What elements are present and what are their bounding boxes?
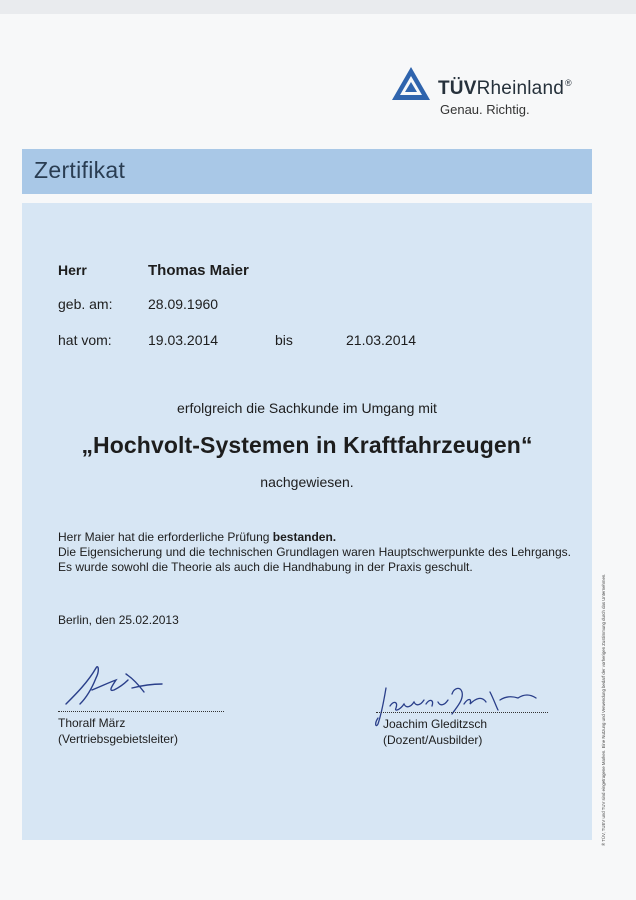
birth-label: geb. am:	[58, 296, 113, 312]
place-date: Berlin, den 25.02.2013	[58, 613, 179, 627]
statement-outro: nachgewiesen.	[260, 474, 354, 490]
signatory-left-name: Thoralf März	[58, 716, 126, 730]
result-description: Die Eigensicherung und die technischen Grundlagen waren Hauptschwerpunkte des Lehrgangs. Es wurde sowohl die Theorie als auch die Handhabung in der Praxis geschult.	[58, 545, 571, 574]
signature-left-icon	[62, 660, 172, 710]
scan-edge	[0, 0, 636, 14]
signatory-left-role: (Vertriebsgebietsleiter)	[58, 732, 179, 746]
tuv-triangle-icon	[391, 66, 431, 102]
logo-wordmark: TÜVRheinland®	[438, 78, 572, 99]
result-text: Herr Maier hat die erforderliche Prüfung	[58, 530, 270, 544]
statement-intro: erfolgreich die Sachkunde im Umgang mit	[177, 400, 437, 416]
salutation: Herr	[58, 262, 87, 278]
signatory-right-role: (Dozent/Ausbilder)	[383, 733, 483, 747]
signature-line-right	[376, 712, 548, 713]
trademark-note: ® TÜV, TUEV und TUV sind eingetragene Marken. Eine Nutzung und Verwendung bedarf der vorherigen Zustimmung durch das Unternehmen.	[601, 573, 606, 846]
until-label: bis	[275, 332, 293, 348]
signature-line-left	[58, 711, 224, 712]
start-date: 19.03.2014	[148, 332, 219, 348]
birth-date: 28.09.1960	[148, 296, 219, 312]
logo-tagline: Genau. Richtig.	[440, 102, 530, 117]
title-bar	[22, 149, 592, 194]
course-title: „Hochvolt-Systemen in Kraftfahrzeugen“	[81, 432, 533, 458]
result-line	[58, 530, 571, 545]
tuv-logo	[391, 66, 601, 122]
end-date: 21.03.2014	[346, 332, 417, 348]
person-name: Thomas Maier	[148, 262, 249, 279]
period-label: hat vom:	[58, 332, 112, 348]
page-title: Zertifikat	[34, 157, 126, 183]
result-verdict: bestanden.	[272, 530, 337, 544]
signatory-right-name: Joachim Gleditzsch	[383, 717, 488, 731]
